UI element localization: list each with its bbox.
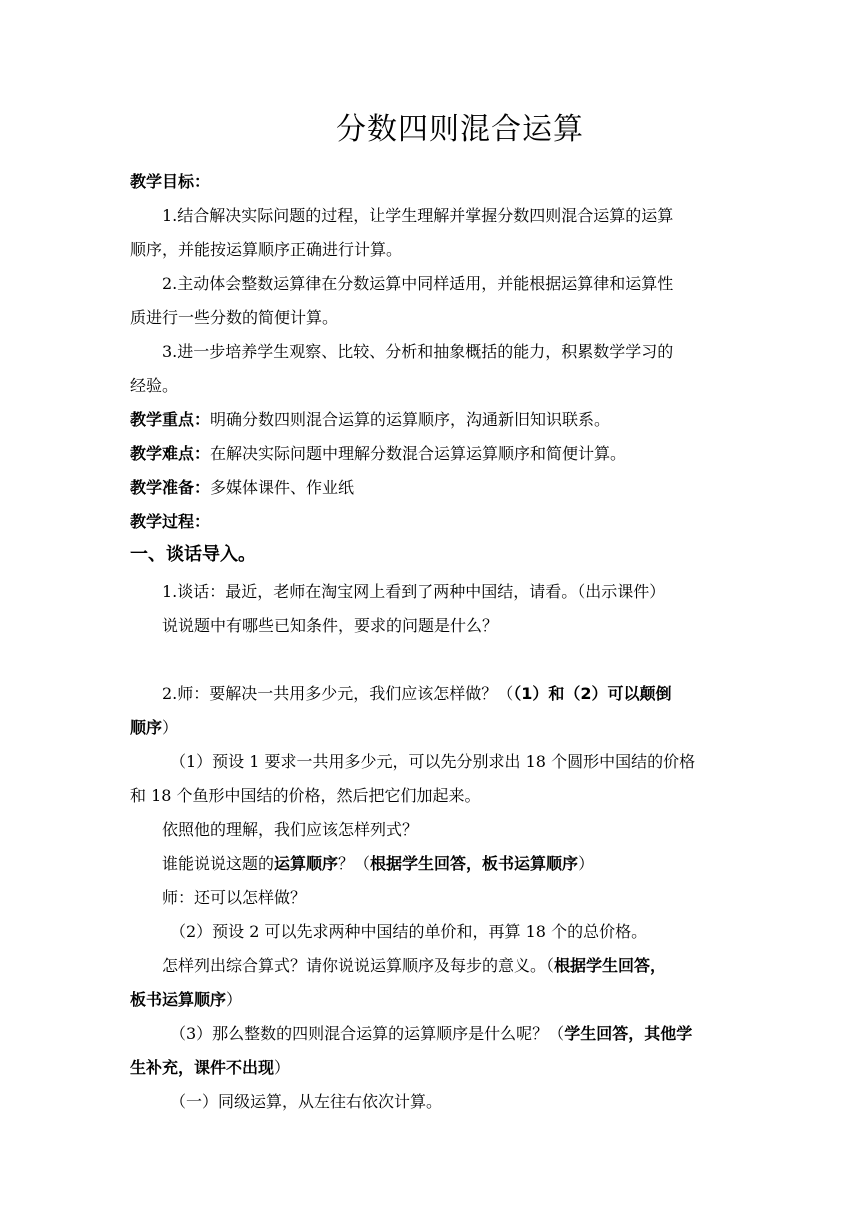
paragraph-5-bold-2: 根据学生回答，板书运算顺序 bbox=[370, 854, 579, 873]
section-1-heading: 一、谈话导入。 bbox=[130, 544, 256, 565]
difficulty-label: 教学难点： bbox=[130, 444, 211, 463]
objective-2-line-2: 质进行一些分数的简便计算。 bbox=[130, 308, 339, 327]
objective-1-line-1: 1.结合解决实际问题的过程，让学生理解并掌握分数四则混合运算的运算 bbox=[162, 206, 674, 225]
difficulty-line bbox=[130, 444, 626, 464]
preparation-label: 教学准备： bbox=[130, 478, 211, 497]
paragraph-9-text: （3）那么整数的四则混合运算的运算顺序是什么呢？（ bbox=[170, 1024, 565, 1043]
paragraph-8-end: ） bbox=[226, 990, 243, 1009]
paragraph-2-line-2 bbox=[130, 718, 178, 738]
process-heading: 教学过程： bbox=[130, 512, 211, 531]
paragraph-2-line-1 bbox=[162, 684, 672, 704]
paragraph-2-bold-cont: 顺序 bbox=[130, 718, 163, 737]
preparation-text: 多媒体课件、作业纸 bbox=[210, 478, 355, 497]
objective-3-line-2: 经验。 bbox=[130, 376, 179, 395]
paragraph-1b: 说说题中有哪些已知条件，要求的问题是什么？ bbox=[162, 616, 499, 635]
paragraph-3-line-1: （1）预设 1 要求一共用多少元，可以先分别求出 18 个圆形中国结的价格 bbox=[170, 752, 696, 771]
key-point-label: 教学重点： bbox=[130, 410, 211, 429]
paragraph-9-end: ） bbox=[274, 1058, 291, 1077]
objectives-heading: 教学目标： bbox=[130, 172, 211, 191]
paragraph-9-bold-cont: 生补充，课件不出现 bbox=[130, 1058, 275, 1077]
paragraph-2-bold: （1）和（2）可以颠倒 bbox=[513, 684, 672, 703]
paragraph-4: 依照他的理解，我们应该怎样列式？ bbox=[162, 820, 419, 839]
key-point-line bbox=[130, 410, 610, 430]
paragraph-8-line-1 bbox=[162, 956, 666, 976]
objective-1-line-2: 顺序，并能按运算顺序正确进行计算。 bbox=[130, 240, 403, 259]
paragraph-5 bbox=[162, 854, 594, 874]
paragraph-2-end: ） bbox=[162, 718, 179, 737]
paragraph-9-line-1 bbox=[170, 1024, 692, 1044]
paragraph-8-text: 怎样列出综合算式？请你说说运算顺序及每步的意义。（ bbox=[162, 956, 555, 975]
paragraph-7: （2）预设 2 可以先求两种中国结的单价和，再算 18 个的总价格。 bbox=[170, 922, 648, 941]
paragraph-8-bold-cont: 板书运算顺序 bbox=[130, 990, 227, 1009]
difficulty-text: 在解决实际问题中理解分数混合运算运算顺序和简便计算。 bbox=[210, 444, 627, 463]
paragraph-9-bold: 学生回答，其他学 bbox=[564, 1024, 693, 1043]
paragraph-10: （一）同级运算，从左往右依次计算。 bbox=[170, 1092, 443, 1111]
paragraph-9-line-2 bbox=[130, 1058, 290, 1078]
preparation-line bbox=[130, 478, 354, 498]
paragraph-6: 师：还可以怎样做？ bbox=[162, 888, 307, 907]
paragraph-1: 1.谈话：最近，老师在淘宝网上看到了两种中国结，请看。（出示课件） bbox=[162, 582, 666, 601]
objective-3-line-1: 3.进一步培养学生观察、比较、分析和抽象概括的能力，积累数学学习的 bbox=[162, 342, 674, 361]
paragraph-3-line-2: 和 18 个鱼形中国结的价格，然后把它们加起来。 bbox=[130, 786, 481, 805]
paragraph-5-mid: ？（ bbox=[338, 854, 371, 873]
paragraph-5-bold-1: 运算顺序 bbox=[274, 854, 339, 873]
paragraph-8-bold: 根据学生回答， bbox=[554, 956, 667, 975]
objective-2-line-1: 2.主动体会整数运算律在分数运算中同样适用，并能根据运算律和运算性 bbox=[162, 274, 674, 293]
paragraph-8-line-2 bbox=[130, 990, 242, 1010]
document-title: 分数四则混合运算 bbox=[336, 112, 584, 147]
paragraph-2-text: 2.师：要解决一共用多少元，我们应该怎样做？（ bbox=[162, 684, 514, 703]
paragraph-5-text: 谁能说说这题的 bbox=[162, 854, 275, 873]
key-point-text: 明确分数四则混合运算的运算顺序，沟通新旧知识联系。 bbox=[210, 410, 611, 429]
paragraph-5-end: ） bbox=[578, 854, 595, 873]
